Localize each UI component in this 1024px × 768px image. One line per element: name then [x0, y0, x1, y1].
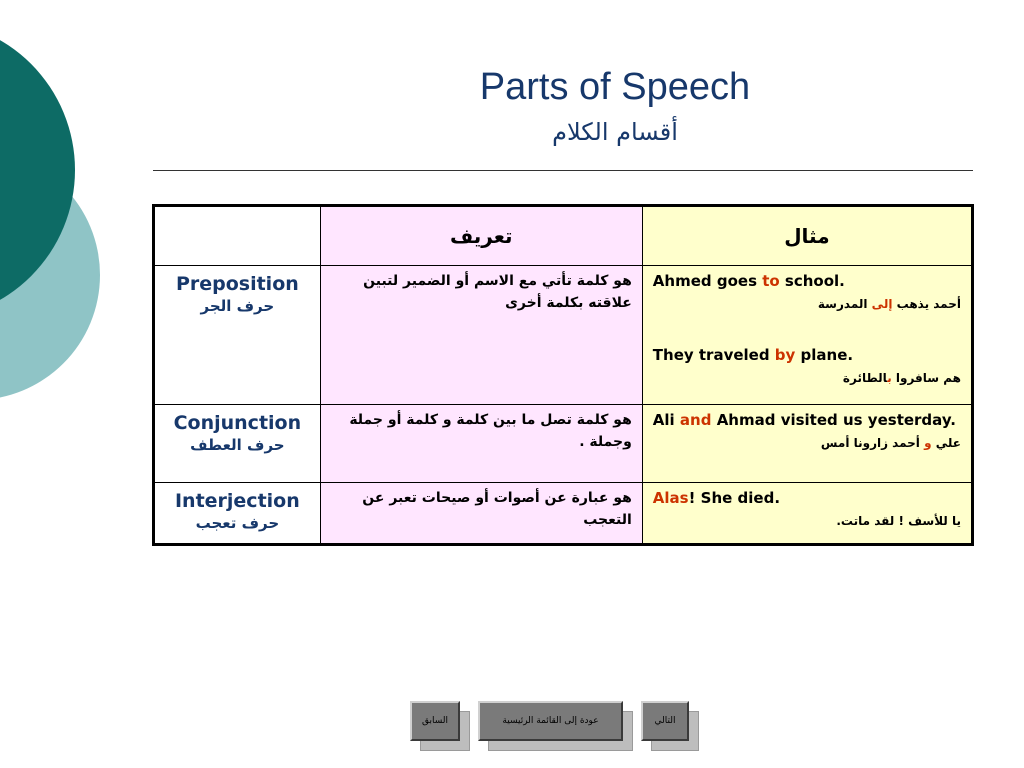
previous-button-label: السابق: [410, 701, 460, 741]
definition-cell: [320, 405, 642, 483]
highlighted-word: to: [762, 272, 780, 290]
definition-cell: [320, 266, 642, 405]
highlighted-word: Alas: [652, 489, 689, 507]
example-cell: [642, 483, 972, 545]
table-row: [154, 405, 973, 483]
slide-subtitle: أقسام الكلام: [552, 118, 678, 146]
term-english: Interjection: [174, 490, 300, 512]
example-english: Ahmed goes to school.: [652, 272, 845, 290]
term-arabic: حرف العطف: [190, 436, 285, 454]
term-arabic: حرف تعجب: [195, 514, 280, 532]
example-english: Ali and Ahmad visited us yesterday.: [652, 411, 956, 429]
term-cell: [154, 483, 321, 545]
example-english: Alas! She died.: [652, 489, 781, 507]
highlighted-word: and: [679, 411, 712, 429]
highlighted-word: و: [924, 436, 932, 450]
definition-cell: [320, 483, 642, 545]
example-cell: [642, 405, 972, 483]
home-menu-button-label: عودة إلى القائمة الرئيسية: [478, 701, 623, 741]
term-english: Conjunction: [173, 412, 302, 434]
previous-button[interactable]: [410, 701, 460, 741]
example-arabic: هم سافروا بالطائرة: [842, 371, 961, 385]
header-term: [154, 206, 321, 266]
header-example: مثال: [642, 206, 972, 266]
title-divider: [153, 170, 973, 171]
term-arabic: حرف الجر: [200, 297, 275, 315]
highlighted-word: by: [774, 346, 796, 364]
example-arabic: علي و أحمد زارونا أمس: [820, 436, 961, 450]
parts-of-speech-table: [152, 204, 974, 546]
term-english: Preposition: [175, 273, 299, 295]
term-cell: [154, 266, 321, 405]
home-menu-button[interactable]: [478, 701, 623, 741]
highlighted-word: ب: [887, 371, 892, 385]
table-header-row: [154, 206, 973, 266]
example-arabic: أحمد يذهب إلى المدرسة: [817, 297, 961, 311]
definition-text: هو كلمة تأتي مع الاسم أو الضمير لتبين علاقته بكلمة أخرى: [363, 273, 632, 311]
header-definition: تعريف: [320, 206, 642, 266]
example-cell: [642, 266, 972, 405]
definition-text: هو عبارة عن أصوات أو صيحات تعبر عن التعجب: [362, 490, 632, 528]
example-english: They traveled by plane.: [652, 346, 854, 364]
definition-text: هو كلمة تصل ما بين كلمة و كلمة أو جملة وجملة .: [349, 412, 632, 450]
term-cell: [154, 405, 321, 483]
table-row: [154, 483, 973, 545]
table-row: [154, 266, 973, 405]
next-button[interactable]: [641, 701, 689, 741]
highlighted-word: إلى: [871, 297, 893, 311]
slide-title: Parts of Speech: [479, 66, 751, 108]
next-button-label: التالي: [641, 701, 689, 741]
example-arabic: يا للأسف ! لقد ماتت.: [836, 514, 961, 528]
